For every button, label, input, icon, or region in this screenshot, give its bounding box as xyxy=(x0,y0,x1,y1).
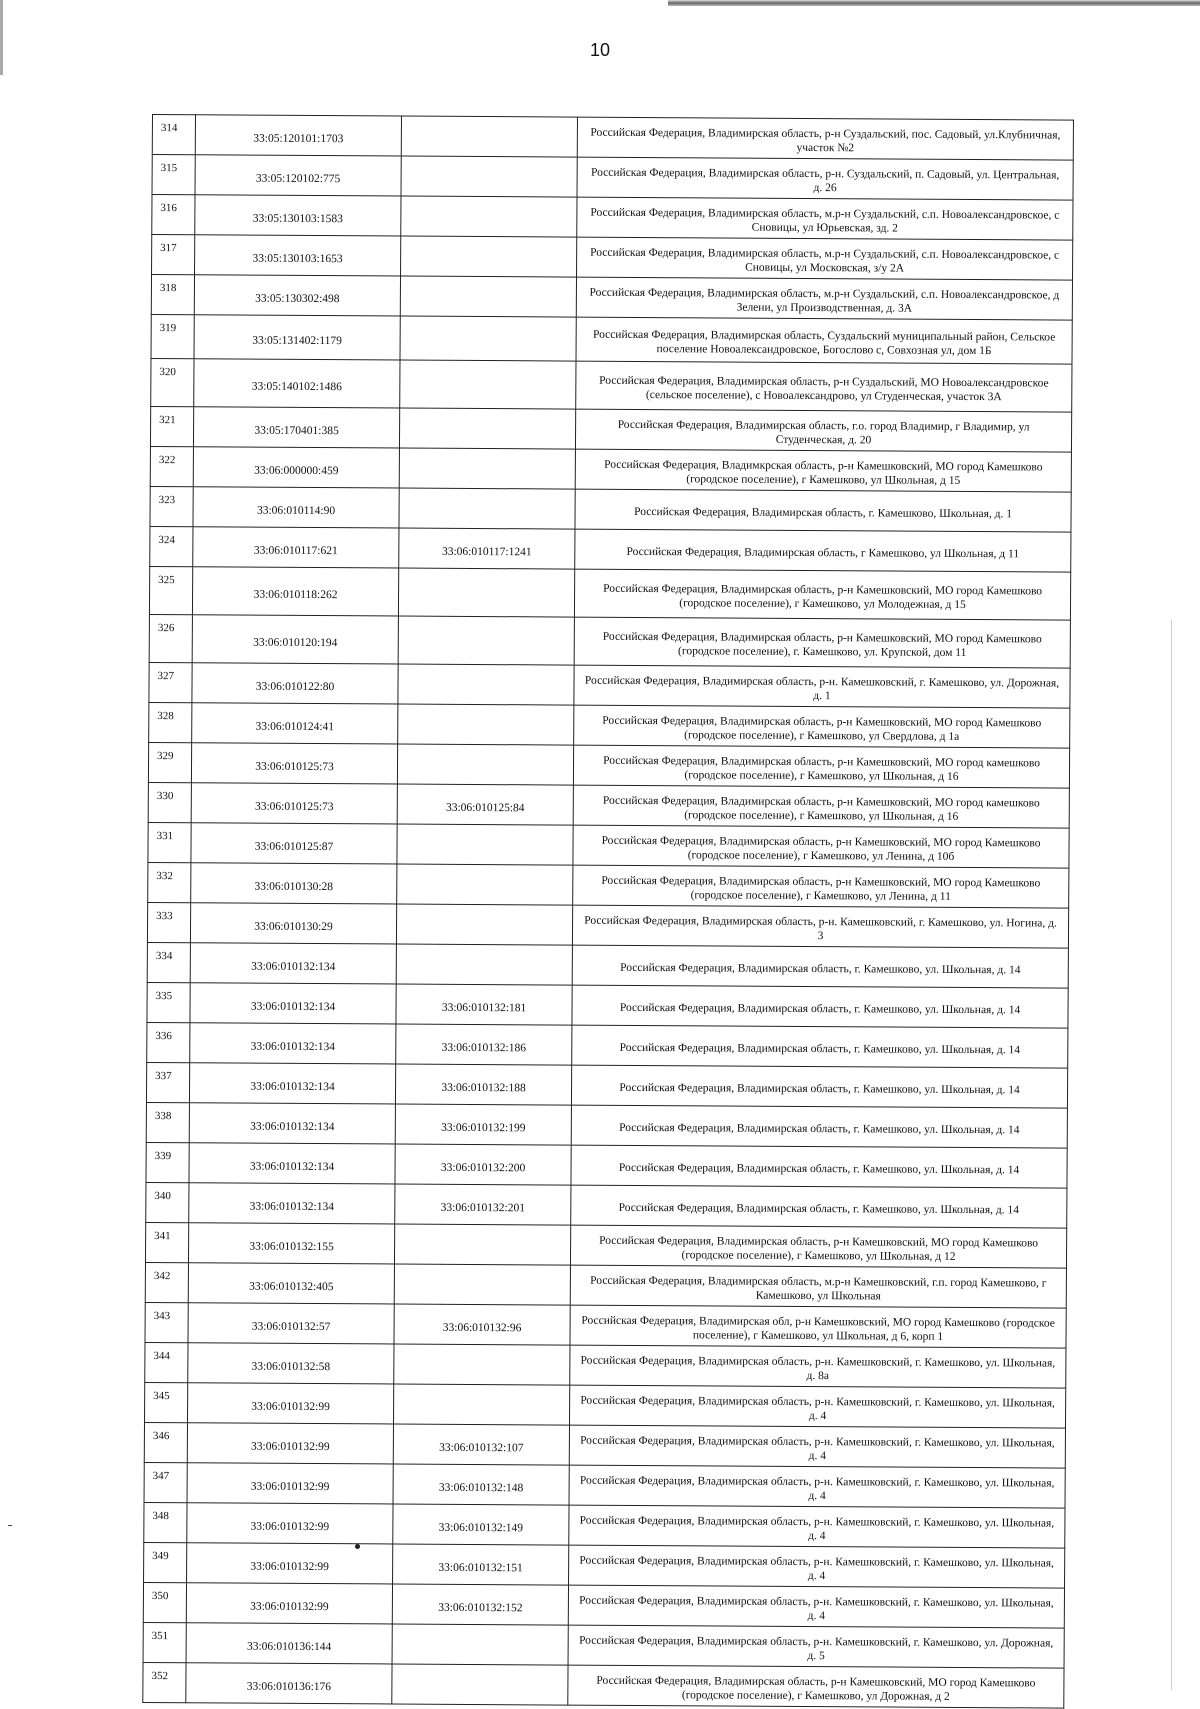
address: Российская Федерация, Владимирская область, р-н. Суздальский, п. Садовый, ул. Центральная, д. 26 xyxy=(577,157,1073,200)
table-row xyxy=(149,614,1070,668)
table-row xyxy=(152,155,1073,201)
row-number: 332 xyxy=(148,862,191,902)
table-row xyxy=(146,1102,1067,1148)
related-cadastral-number xyxy=(400,276,576,317)
address: Российская Федерация, Владимирская область, г.о. город Владимир, г Владимир, ул Студенческая, д. 20 xyxy=(575,409,1071,452)
row-number: 320 xyxy=(151,358,194,406)
table-row xyxy=(143,1662,1064,1708)
cadastral-number: 33:06:010132:134 xyxy=(189,1143,395,1184)
cadastral-number: 33:06:010130:29 xyxy=(190,903,396,944)
table-row xyxy=(146,1142,1067,1188)
table-row xyxy=(147,1022,1068,1068)
table-row xyxy=(145,1342,1066,1388)
related-cadastral-number: 33:06:010132:201 xyxy=(395,1184,571,1225)
row-number: 347 xyxy=(144,1462,187,1502)
row-number: 315 xyxy=(152,155,195,195)
table-row xyxy=(148,782,1069,828)
table-row xyxy=(145,1222,1066,1268)
address: Российская Федерация, Владимирская область, м.р-н Суздальский, с.п. Новоалександровское, с Сновицы, ул Юрьевская, зд. 2 xyxy=(577,197,1073,240)
table-row xyxy=(144,1542,1065,1588)
address: Российская Федерация, Владимирская обл, р-н Камешковский, МО город Камешково (городское поселение), г Камешково, ул Школьная, д 6, корп 1 xyxy=(570,1305,1066,1348)
cadastral-number: 33:06:010132:99 xyxy=(187,1503,393,1544)
row-number: 331 xyxy=(148,822,191,862)
related-cadastral-number xyxy=(398,704,574,745)
address: Российская Федерация, Владимирская область, р-н. Камешковский, г. Камешково, ул. Школьная, д. 4 xyxy=(569,1505,1065,1548)
related-cadastral-number: 33:06:010132:96 xyxy=(394,1304,570,1345)
row-number: 352 xyxy=(143,1662,186,1702)
row-number: 317 xyxy=(152,235,195,275)
address: Российская Федерация, Владимирская область, р-н Камешковский, МО город Камешково (городское поселение), г Камешково, ул Ленина, д 10б xyxy=(573,825,1069,868)
related-cadastral-number xyxy=(394,1344,570,1385)
cadastral-number: 33:05:120101:1703 xyxy=(195,115,401,156)
row-number: 337 xyxy=(146,1062,189,1102)
table-row xyxy=(152,115,1073,161)
address: Российская Федерация, Владимирская область, р-н Камешковский, МО город Камешково (городское поселение), г Камешково, ул Молодежная, д 15 xyxy=(574,569,1070,620)
page-number: 10 xyxy=(589,40,611,60)
related-cadastral-number xyxy=(396,904,572,945)
row-number: 342 xyxy=(145,1262,188,1302)
related-cadastral-number: 33:06:010132:188 xyxy=(395,1064,571,1105)
row-number: 323 xyxy=(150,486,193,526)
row-number: 318 xyxy=(151,275,194,315)
address: Российская Федерация, Владимирская область, р-н. Камешковский, г. Камешково, ул. Школьная, д. 8а xyxy=(570,1345,1066,1388)
table-row xyxy=(150,486,1071,532)
table-row xyxy=(152,195,1073,241)
related-cadastral-number xyxy=(394,1264,570,1305)
table-row xyxy=(147,902,1068,948)
related-cadastral-number xyxy=(401,196,577,237)
row-number: 321 xyxy=(150,406,193,446)
cadastral-number: 33:06:010118:262 xyxy=(192,567,398,616)
address: Российская Федерация, Владимирская область, м.р-н Суздальский, с.п. Новоалександровское, с Сновицы, ул Московская, з/у 2А xyxy=(577,237,1073,280)
related-cadastral-number xyxy=(399,408,575,449)
related-cadastral-number xyxy=(394,1384,570,1425)
row-number: 330 xyxy=(148,782,191,822)
address: Российская Федерация, Владимирская область, г. Камешково, ул. Школьная, д. 14 xyxy=(571,1105,1067,1148)
related-cadastral-number xyxy=(401,116,577,157)
row-number: 316 xyxy=(152,195,195,235)
related-cadastral-number: 33:06:010125:84 xyxy=(397,784,573,825)
cadastral-number: 33:05:140102:1486 xyxy=(194,359,400,408)
row-number: 339 xyxy=(146,1142,189,1182)
table-row xyxy=(143,1582,1064,1628)
address: Российская Федерация, Владимирская область, г Камешково, ул Школьная, д 11 xyxy=(575,529,1071,572)
register-body xyxy=(143,115,1074,1709)
address: Российская Федерация, Владимирская область, р-н. Камешковский, г. Камешково, ул. Дорожная, д. 1 xyxy=(574,665,1070,708)
address: Российская Федерация, Владимирская область, р-н Суздальский, МО Новоалександровское (сельское поселение), с Новоалександрово, ул Студенческая, участок 3А xyxy=(576,361,1072,412)
related-cadastral-number: 33:06:010132:200 xyxy=(395,1144,571,1185)
row-number: 333 xyxy=(147,902,190,942)
address: Российская Федерация, Владимирская область, г. Камешково, ул. Школьная, д. 14 xyxy=(572,985,1068,1028)
cadastral-number: 33:06:010132:58 xyxy=(188,1343,394,1384)
row-number: 326 xyxy=(149,614,192,662)
related-cadastral-number xyxy=(398,664,574,705)
row-number: 348 xyxy=(144,1502,187,1542)
related-cadastral-number: 33:06:010132:199 xyxy=(395,1104,571,1145)
row-number: 325 xyxy=(149,566,192,614)
table-row xyxy=(150,406,1071,452)
table-row xyxy=(147,942,1068,988)
cadastral-number: 33:05:130103:1583 xyxy=(195,195,401,236)
cadastral-number: 33:06:010132:134 xyxy=(189,1183,395,1224)
address: Российская Федерация, Владимирская область, р-н. Камешковский, г. Камешково, ул. Ногина, д. 3 xyxy=(572,905,1068,948)
scan-edge-mark xyxy=(1171,620,1172,1690)
related-cadastral-number xyxy=(398,568,574,617)
address: Российская Федерация, Владимирская область, м.р-н Суздальский, с.п. Новоалександровское, д Зелени, ул Производственная, д. 3А xyxy=(576,277,1072,320)
table-row xyxy=(145,1262,1066,1308)
cadastral-number: 33:06:000000:459 xyxy=(193,447,399,488)
address: Российская Федерация, Владимирская область, р-н Суздальский, пос. Садовый, ул.Клубничная, участок №2 xyxy=(577,117,1073,160)
cadastral-number: 33:06:010132:134 xyxy=(190,1023,396,1064)
row-number: 324 xyxy=(150,526,193,566)
related-cadastral-number: 33:06:010132:186 xyxy=(396,1024,572,1065)
row-number: 319 xyxy=(151,314,194,358)
table-row xyxy=(149,566,1070,620)
address: Российская Федерация, Владимирская область, р-н Камешковский, МО город Камешково (городское поселение), г Камешково, ул Ленина, д 11 xyxy=(573,865,1069,908)
table-row xyxy=(150,446,1071,492)
cadastral-number: 33:06:010132:405 xyxy=(188,1263,394,1304)
row-number: 328 xyxy=(149,702,192,742)
cadastral-number: 33:05:131402:1179 xyxy=(194,315,400,360)
row-number: 345 xyxy=(145,1382,188,1422)
scan-speck xyxy=(8,1525,12,1526)
table-row xyxy=(152,235,1073,281)
cadastral-number: 33:06:010130:28 xyxy=(191,863,397,904)
row-number: 329 xyxy=(148,742,191,782)
cadastral-number: 33:06:010114:90 xyxy=(193,487,399,528)
related-cadastral-number: 33:06:010132:149 xyxy=(393,1504,569,1545)
table-row xyxy=(151,358,1072,412)
related-cadastral-number xyxy=(397,744,573,785)
row-number: 346 xyxy=(144,1422,187,1462)
cadastral-number: 33:06:010125:73 xyxy=(191,743,397,784)
cadastral-number: 33:06:010122:80 xyxy=(192,663,398,704)
address: Российская Федерация, Владимирская область, г. Камешково, ул. Школьная, д. 14 xyxy=(571,1145,1067,1188)
cadastral-number: 33:06:010132:134 xyxy=(190,983,396,1024)
cadastral-number: 33:06:010132:134 xyxy=(189,1103,395,1144)
related-cadastral-number xyxy=(396,944,572,985)
cadastral-number: 33:05:120102:775 xyxy=(195,155,401,196)
cadastral-number: 33:06:010136:144 xyxy=(186,1623,392,1664)
cadastral-number: 33:06:010125:73 xyxy=(191,783,397,824)
table-row xyxy=(146,1182,1067,1228)
table-row xyxy=(148,862,1069,908)
cadastral-number: 33:05:130103:1653 xyxy=(195,235,401,276)
address: Российская Федерация, Владимирская область, р-н Камешковский, МО город камешково (городское поселение), г Камешково, ул Школьная, д 16 xyxy=(573,785,1069,828)
address: Российская Федерация, Владимирская область, р-н. Камешковский, г. Камешково, ул. Школьная, д. 4 xyxy=(569,1425,1065,1468)
related-cadastral-number: 33:06:010132:151 xyxy=(393,1544,569,1585)
row-number: 322 xyxy=(150,446,193,486)
cadastral-number: 33:06:010120:194 xyxy=(192,615,398,664)
related-cadastral-number xyxy=(400,316,576,361)
property-register-table xyxy=(142,114,1074,1709)
related-cadastral-number: 33:06:010132:107 xyxy=(393,1424,569,1465)
table-row xyxy=(147,982,1068,1028)
address: Российская Федерация, Владимирская область, г. Камешково, ул. Школьная, д. 14 xyxy=(572,1025,1068,1068)
scan-edge-line xyxy=(668,0,1200,6)
row-number: 314 xyxy=(152,115,195,155)
related-cadastral-number xyxy=(401,156,577,197)
row-number: 340 xyxy=(146,1182,189,1222)
address: Российская Федерация, Владимирская область, р-н. Камешковский, г. Камешково, ул. Школьная, д. 4 xyxy=(569,1385,1065,1428)
row-number: 351 xyxy=(143,1622,186,1662)
cadastral-number: 33:06:010136:176 xyxy=(186,1663,392,1704)
table-row xyxy=(151,275,1072,321)
row-number: 334 xyxy=(147,942,190,982)
row-number: 350 xyxy=(143,1582,186,1622)
cadastral-number: 33:06:010132:134 xyxy=(190,943,396,984)
related-cadastral-number: 33:06:010132:152 xyxy=(392,1584,568,1625)
related-cadastral-number xyxy=(400,360,576,409)
table-row xyxy=(146,1062,1067,1108)
table-row xyxy=(151,314,1072,364)
cadastral-number: 33:06:010132:99 xyxy=(187,1543,393,1584)
address: Российская Федерация, Владимкрская область, р-н Камешковский, МО город Камешково (городское поселение), г Камешково, ул Школьная, д 15 xyxy=(575,449,1071,492)
address: Российская Федерация, Владимирская область, р-н. Камешковский, г. Камешково, ул. Дорожная, д. 5 xyxy=(568,1625,1064,1668)
cadastral-number: 33:06:010125:87 xyxy=(191,823,397,864)
table-row xyxy=(144,1462,1065,1508)
related-cadastral-number: 33:06:010117:1241 xyxy=(399,528,575,569)
cadastral-number: 33:06:010132:99 xyxy=(186,1583,392,1624)
table-row xyxy=(144,1502,1065,1548)
cadastral-number: 33:06:010132:99 xyxy=(187,1423,393,1464)
row-number: 336 xyxy=(147,1022,190,1062)
cadastral-number: 33:06:010132:155 xyxy=(188,1223,394,1264)
related-cadastral-number xyxy=(399,448,575,489)
related-cadastral-number: 33:06:010132:148 xyxy=(393,1464,569,1505)
address: Российская Федерация, Владимирская область, м.р-н Камешковский, г.п. город Камешково, г Камешково, ул Школьная xyxy=(570,1265,1066,1308)
table-row xyxy=(145,1302,1066,1348)
address: Российская Федерация, Владимирская область, г. Камешково, ул. Школьная, д. 14 xyxy=(572,945,1068,988)
cadastral-number: 33:06:010132:57 xyxy=(188,1303,394,1344)
related-cadastral-number xyxy=(398,616,574,665)
address: Российская Федерация, Владимирская область, р-н Камешковский, МО город Камешково (городское поселение), г. Камешково, ул. Крупской, дом 11 xyxy=(574,617,1070,668)
related-cadastral-number xyxy=(392,1624,568,1665)
row-number: 341 xyxy=(145,1222,188,1262)
address: Российская Федерация, Владимирская область, р-н Камешковский, МО город Камешково (городское поселение), г Камешково, ул Школьная, д 12 xyxy=(570,1225,1066,1268)
cadastral-number: 33:06:010117:621 xyxy=(193,527,399,568)
table-row xyxy=(150,526,1071,572)
address: Российская Федерация, Владимирская область, г. Камешково, Школьная, д. 1 xyxy=(575,489,1071,532)
row-number: 344 xyxy=(145,1342,188,1382)
related-cadastral-number: 33:06:010132:181 xyxy=(396,984,572,1025)
cadastral-number: 33:06:010132:134 xyxy=(189,1063,395,1104)
cadastral-number: 33:06:010124:41 xyxy=(192,703,398,744)
table-row xyxy=(145,1382,1066,1428)
row-number: 343 xyxy=(145,1302,188,1342)
table-row xyxy=(149,702,1070,748)
table-row xyxy=(144,1422,1065,1468)
related-cadastral-number xyxy=(397,864,573,905)
address: Российская Федерация, Владимирская область, р-н Камешковский, МО город камешково (городское поселение), г Камешково, ул Школьная, д 16 xyxy=(573,745,1069,788)
scan-edge-mark xyxy=(0,0,3,75)
address: Российская Федерация, Владимирская область, р-н. Камешковский, г. Камешково, ул. Школьная, д. 4 xyxy=(569,1465,1065,1508)
row-number: 349 xyxy=(144,1542,187,1582)
address: Российская Федерация, Владимирская область, р-н. Камешковский, г. Камешково, ул. Школьная, д. 4 xyxy=(569,1545,1065,1588)
table-row xyxy=(149,662,1070,708)
address: Российская Федерация, Владимирская область, р-н Камешковский, МО город Камешково (городское поселение), г Камешково, ул Свердлова, д 1а xyxy=(574,705,1070,748)
address: Российская Федерация, Владимирская область, г. Камешково, ул. Школьная, д. 14 xyxy=(571,1185,1067,1228)
row-number: 327 xyxy=(149,662,192,702)
address: Российская Федерация, Владимирская область, р-н Камешковский, МО город Камешково (городское поселение), г Камешково, ул Дорожная, д 2 xyxy=(568,1665,1064,1708)
cadastral-number: 33:05:130302:498 xyxy=(194,275,400,316)
table-row xyxy=(148,742,1069,788)
cadastral-number: 33:05:170401:385 xyxy=(193,407,399,448)
related-cadastral-number xyxy=(399,488,575,529)
cadastral-number: 33:06:010132:99 xyxy=(188,1383,394,1424)
table-row xyxy=(143,1622,1064,1668)
related-cadastral-number xyxy=(397,824,573,865)
related-cadastral-number xyxy=(394,1224,570,1265)
related-cadastral-number xyxy=(401,236,577,277)
address: Российская Федерация, Владимирская область, Суздальский муниципальный район, Сельское поселение Новоалександровское, Богослово с, Совхозная ул, дом 1Б xyxy=(576,317,1072,364)
cadastral-number: 33:06:010132:99 xyxy=(187,1463,393,1504)
row-number: 335 xyxy=(147,982,190,1022)
address: Российская Федерация, Владимирская область, г. Камешково, ул. Школьная, д. 14 xyxy=(571,1065,1067,1108)
table-row xyxy=(148,822,1069,868)
address: Российская Федерация, Владимирская область, р-н. Камешковский, г. Камешково, ул. Школьная, д. 4 xyxy=(568,1585,1064,1628)
row-number: 338 xyxy=(146,1102,189,1142)
